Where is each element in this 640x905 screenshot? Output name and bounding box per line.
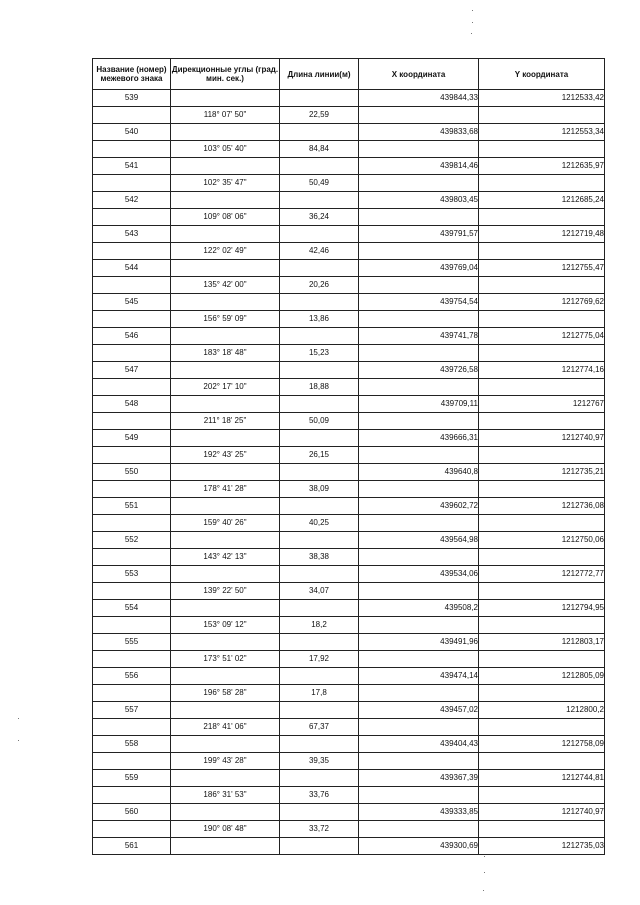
y-coordinate-cell: 1212800,2 xyxy=(479,702,605,719)
empty-cell xyxy=(479,413,605,430)
line-length-cell: 15,23 xyxy=(280,345,359,362)
scan-speck xyxy=(483,890,484,891)
table-row xyxy=(93,651,605,668)
table-row xyxy=(93,379,605,396)
y-coordinate-cell: 1212803,17 xyxy=(479,634,605,651)
y-coordinate-cell: 1212685,24 xyxy=(479,192,605,209)
empty-cell xyxy=(93,821,171,838)
table-row xyxy=(93,209,605,226)
point-name-cell: 546 xyxy=(93,328,171,345)
empty-cell xyxy=(93,175,171,192)
empty-cell xyxy=(280,226,359,243)
empty-cell xyxy=(479,481,605,498)
x-coordinate-cell: 439741,78 xyxy=(359,328,479,345)
empty-cell xyxy=(359,345,479,362)
scan-speck xyxy=(18,718,19,719)
empty-cell xyxy=(280,804,359,821)
table-row xyxy=(93,719,605,736)
y-coordinate-cell: 1212553,34 xyxy=(479,124,605,141)
direction-angle-cell: 186° 31' 53" xyxy=(171,787,280,804)
empty-cell xyxy=(280,668,359,685)
table-row xyxy=(93,532,605,549)
empty-cell xyxy=(171,668,280,685)
point-name-cell: 555 xyxy=(93,634,171,651)
empty-cell xyxy=(93,753,171,770)
y-coordinate-cell: 1212533,42 xyxy=(479,90,605,107)
table-row xyxy=(93,158,605,175)
empty-cell xyxy=(93,413,171,430)
direction-angle-cell: 192° 43' 25" xyxy=(171,447,280,464)
empty-cell xyxy=(93,141,171,158)
point-name-cell: 556 xyxy=(93,668,171,685)
empty-cell xyxy=(479,753,605,770)
line-length-cell: 38,38 xyxy=(280,549,359,566)
empty-cell xyxy=(93,209,171,226)
empty-cell xyxy=(479,107,605,124)
empty-cell xyxy=(280,158,359,175)
header-line-length: Длина линии(м) xyxy=(280,59,359,90)
empty-cell xyxy=(93,447,171,464)
direction-angle-cell: 103° 05' 40" xyxy=(171,141,280,158)
line-length-cell: 38,09 xyxy=(280,481,359,498)
empty-cell xyxy=(479,311,605,328)
table-row xyxy=(93,124,605,141)
empty-cell xyxy=(280,532,359,549)
table-row xyxy=(93,90,605,107)
table-row xyxy=(93,549,605,566)
empty-cell xyxy=(479,379,605,396)
x-coordinate-cell: 439474,14 xyxy=(359,668,479,685)
empty-cell xyxy=(479,243,605,260)
table-row xyxy=(93,141,605,158)
table-header-row xyxy=(93,59,605,90)
empty-cell xyxy=(93,481,171,498)
table-row xyxy=(93,396,605,413)
direction-angle-cell: 118° 07' 50" xyxy=(171,107,280,124)
header-point-name: Название (номер) межевого знака xyxy=(93,59,171,90)
direction-angle-cell: 202° 17' 10" xyxy=(171,379,280,396)
empty-cell xyxy=(359,481,479,498)
line-length-cell: 50,09 xyxy=(280,413,359,430)
y-coordinate-cell: 1212758,09 xyxy=(479,736,605,753)
table-row xyxy=(93,243,605,260)
direction-angle-cell: 196° 58' 28" xyxy=(171,685,280,702)
empty-cell xyxy=(171,362,280,379)
table-row xyxy=(93,260,605,277)
y-coordinate-cell: 1212736,08 xyxy=(479,498,605,515)
empty-cell xyxy=(359,685,479,702)
empty-cell xyxy=(359,549,479,566)
point-name-cell: 545 xyxy=(93,294,171,311)
point-name-cell: 554 xyxy=(93,600,171,617)
empty-cell xyxy=(359,515,479,532)
table-row xyxy=(93,668,605,685)
x-coordinate-cell: 439333,85 xyxy=(359,804,479,821)
table-row xyxy=(93,600,605,617)
y-coordinate-cell: 1212740,97 xyxy=(479,804,605,821)
line-length-cell: 18,2 xyxy=(280,617,359,634)
empty-cell xyxy=(359,107,479,124)
empty-cell xyxy=(93,617,171,634)
y-coordinate-cell: 1212805,09 xyxy=(479,668,605,685)
empty-cell xyxy=(280,396,359,413)
empty-cell xyxy=(479,719,605,736)
empty-cell xyxy=(280,736,359,753)
table-row xyxy=(93,498,605,515)
point-name-cell: 541 xyxy=(93,158,171,175)
direction-angle-cell: 190° 08' 48" xyxy=(171,821,280,838)
empty-cell xyxy=(171,260,280,277)
point-name-cell: 558 xyxy=(93,736,171,753)
x-coordinate-cell: 439791,57 xyxy=(359,226,479,243)
point-name-cell: 553 xyxy=(93,566,171,583)
point-name-cell: 548 xyxy=(93,396,171,413)
direction-angle-cell: 102° 35' 47" xyxy=(171,175,280,192)
line-length-cell: 34,07 xyxy=(280,583,359,600)
point-name-cell: 543 xyxy=(93,226,171,243)
line-length-cell: 84,84 xyxy=(280,141,359,158)
empty-cell xyxy=(479,515,605,532)
table-body xyxy=(93,90,605,855)
y-coordinate-cell: 1212775,04 xyxy=(479,328,605,345)
empty-cell xyxy=(479,549,605,566)
x-coordinate-cell: 439300,69 xyxy=(359,838,479,855)
y-coordinate-cell: 1212735,21 xyxy=(479,464,605,481)
point-name-cell: 552 xyxy=(93,532,171,549)
empty-cell xyxy=(171,498,280,515)
table-row xyxy=(93,515,605,532)
empty-cell xyxy=(93,345,171,362)
empty-cell xyxy=(479,685,605,702)
table-row xyxy=(93,345,605,362)
empty-cell xyxy=(359,651,479,668)
table-row xyxy=(93,226,605,243)
point-name-cell: 542 xyxy=(93,192,171,209)
direction-angle-cell: 122° 02' 49" xyxy=(171,243,280,260)
table-row xyxy=(93,362,605,379)
x-coordinate-cell: 439534,06 xyxy=(359,566,479,583)
empty-cell xyxy=(479,583,605,600)
direction-angle-cell: 139° 22' 50" xyxy=(171,583,280,600)
table-row xyxy=(93,107,605,124)
empty-cell xyxy=(479,787,605,804)
y-coordinate-cell: 1212794,95 xyxy=(479,600,605,617)
direction-angle-cell: 183° 18' 48" xyxy=(171,345,280,362)
y-coordinate-cell: 1212750,06 xyxy=(479,532,605,549)
empty-cell xyxy=(280,430,359,447)
empty-cell xyxy=(93,719,171,736)
table-row xyxy=(93,685,605,702)
empty-cell xyxy=(280,260,359,277)
empty-cell xyxy=(93,549,171,566)
line-length-cell: 13,86 xyxy=(280,311,359,328)
line-length-cell: 33,72 xyxy=(280,821,359,838)
table-row xyxy=(93,294,605,311)
empty-cell xyxy=(171,294,280,311)
empty-cell xyxy=(280,702,359,719)
direction-angle-cell: 135° 42' 00" xyxy=(171,277,280,294)
x-coordinate-cell: 439564,98 xyxy=(359,532,479,549)
empty-cell xyxy=(359,583,479,600)
point-name-cell: 540 xyxy=(93,124,171,141)
empty-cell xyxy=(479,447,605,464)
direction-angle-cell: 218° 41' 06" xyxy=(171,719,280,736)
table-row xyxy=(93,192,605,209)
line-length-cell: 36,24 xyxy=(280,209,359,226)
y-coordinate-cell: 1212769,62 xyxy=(479,294,605,311)
table-row xyxy=(93,583,605,600)
empty-cell xyxy=(93,685,171,702)
table-row xyxy=(93,702,605,719)
x-coordinate-cell: 439602,72 xyxy=(359,498,479,515)
y-coordinate-cell: 1212635,97 xyxy=(479,158,605,175)
table-row xyxy=(93,634,605,651)
empty-cell xyxy=(171,464,280,481)
direction-angle-cell: 178° 41' 28" xyxy=(171,481,280,498)
y-coordinate-cell: 1212735,03 xyxy=(479,838,605,855)
empty-cell xyxy=(93,583,171,600)
scan-speck xyxy=(472,22,473,23)
direction-angle-cell: 199° 43' 28" xyxy=(171,753,280,770)
empty-cell xyxy=(93,379,171,396)
empty-cell xyxy=(280,498,359,515)
empty-cell xyxy=(359,209,479,226)
empty-cell xyxy=(359,379,479,396)
empty-cell xyxy=(479,175,605,192)
empty-cell xyxy=(479,617,605,634)
empty-cell xyxy=(171,124,280,141)
x-coordinate-cell: 439726,58 xyxy=(359,362,479,379)
empty-cell xyxy=(280,328,359,345)
empty-cell xyxy=(171,838,280,855)
direction-angle-cell: 153° 09' 12" xyxy=(171,617,280,634)
x-coordinate-cell: 439754,54 xyxy=(359,294,479,311)
empty-cell xyxy=(359,413,479,430)
scan-speck xyxy=(484,856,485,857)
line-length-cell: 39,35 xyxy=(280,753,359,770)
empty-cell xyxy=(479,209,605,226)
direction-angle-cell: 173° 51' 02" xyxy=(171,651,280,668)
y-coordinate-cell: 1212740,97 xyxy=(479,430,605,447)
line-length-cell: 67,37 xyxy=(280,719,359,736)
direction-angle-cell: 159° 40' 26" xyxy=(171,515,280,532)
empty-cell xyxy=(479,821,605,838)
table-row xyxy=(93,277,605,294)
header-x-coordinate: X координата xyxy=(359,59,479,90)
x-coordinate-cell: 439709,11 xyxy=(359,396,479,413)
table-row xyxy=(93,753,605,770)
empty-cell xyxy=(479,141,605,158)
point-name-cell: 561 xyxy=(93,838,171,855)
empty-cell xyxy=(359,277,479,294)
line-length-cell: 42,46 xyxy=(280,243,359,260)
x-coordinate-cell: 439367,39 xyxy=(359,770,479,787)
empty-cell xyxy=(479,345,605,362)
table-row xyxy=(93,464,605,481)
empty-cell xyxy=(280,770,359,787)
empty-cell xyxy=(171,430,280,447)
empty-cell xyxy=(479,651,605,668)
x-coordinate-cell: 439404,43 xyxy=(359,736,479,753)
line-length-cell: 17,8 xyxy=(280,685,359,702)
empty-cell xyxy=(171,634,280,651)
table-row xyxy=(93,311,605,328)
y-coordinate-cell: 1212719,48 xyxy=(479,226,605,243)
point-name-cell: 559 xyxy=(93,770,171,787)
empty-cell xyxy=(171,566,280,583)
empty-cell xyxy=(479,277,605,294)
scan-speck xyxy=(484,872,485,873)
header-direction-angle: Дирекционные углы (град. мин. сек.) xyxy=(171,59,280,90)
empty-cell xyxy=(280,838,359,855)
line-length-cell: 40,25 xyxy=(280,515,359,532)
empty-cell xyxy=(171,600,280,617)
x-coordinate-cell: 439666,31 xyxy=(359,430,479,447)
scan-speck xyxy=(18,740,19,741)
empty-cell xyxy=(280,634,359,651)
point-name-cell: 550 xyxy=(93,464,171,481)
x-coordinate-cell: 439508,2 xyxy=(359,600,479,617)
empty-cell xyxy=(93,651,171,668)
empty-cell xyxy=(359,243,479,260)
empty-cell xyxy=(280,192,359,209)
y-coordinate-cell: 1212744,81 xyxy=(479,770,605,787)
empty-cell xyxy=(171,328,280,345)
x-coordinate-cell: 439640,8 xyxy=(359,464,479,481)
empty-cell xyxy=(93,515,171,532)
line-length-cell: 22,59 xyxy=(280,107,359,124)
header-y-coordinate: Y координата xyxy=(479,59,605,90)
empty-cell xyxy=(171,804,280,821)
empty-cell xyxy=(359,787,479,804)
x-coordinate-cell: 439844,33 xyxy=(359,90,479,107)
x-coordinate-cell: 439457,02 xyxy=(359,702,479,719)
empty-cell xyxy=(171,90,280,107)
empty-cell xyxy=(280,566,359,583)
line-length-cell: 18,88 xyxy=(280,379,359,396)
y-coordinate-cell: 1212772,77 xyxy=(479,566,605,583)
empty-cell xyxy=(93,311,171,328)
scan-speck xyxy=(472,10,473,11)
empty-cell xyxy=(171,702,280,719)
empty-cell xyxy=(171,770,280,787)
table-row xyxy=(93,328,605,345)
empty-cell xyxy=(280,90,359,107)
table-row xyxy=(93,413,605,430)
y-coordinate-cell: 1212774,16 xyxy=(479,362,605,379)
line-length-cell: 50,49 xyxy=(280,175,359,192)
empty-cell xyxy=(171,158,280,175)
empty-cell xyxy=(280,362,359,379)
empty-cell xyxy=(359,753,479,770)
direction-angle-cell: 156° 59' 09" xyxy=(171,311,280,328)
table-row xyxy=(93,821,605,838)
line-length-cell: 17,92 xyxy=(280,651,359,668)
empty-cell xyxy=(171,226,280,243)
empty-cell xyxy=(93,243,171,260)
empty-cell xyxy=(93,787,171,804)
y-coordinate-cell: 1212755,47 xyxy=(479,260,605,277)
empty-cell xyxy=(359,719,479,736)
table-row xyxy=(93,447,605,464)
x-coordinate-cell: 439769,04 xyxy=(359,260,479,277)
empty-cell xyxy=(359,311,479,328)
table-row xyxy=(93,804,605,821)
x-coordinate-cell: 439833,68 xyxy=(359,124,479,141)
empty-cell xyxy=(171,192,280,209)
x-coordinate-cell: 439814,46 xyxy=(359,158,479,175)
empty-cell xyxy=(280,294,359,311)
table-row xyxy=(93,175,605,192)
point-name-cell: 560 xyxy=(93,804,171,821)
empty-cell xyxy=(359,141,479,158)
scan-speck xyxy=(471,33,472,34)
table-row xyxy=(93,430,605,447)
direction-angle-cell: 109° 08' 06" xyxy=(171,209,280,226)
point-name-cell: 551 xyxy=(93,498,171,515)
empty-cell xyxy=(93,277,171,294)
point-name-cell: 544 xyxy=(93,260,171,277)
table-row xyxy=(93,481,605,498)
empty-cell xyxy=(171,396,280,413)
x-coordinate-cell: 439491,96 xyxy=(359,634,479,651)
line-length-cell: 26,15 xyxy=(280,447,359,464)
empty-cell xyxy=(171,532,280,549)
line-length-cell: 20,26 xyxy=(280,277,359,294)
table-row xyxy=(93,736,605,753)
y-coordinate-cell: 1212767 xyxy=(479,396,605,413)
point-name-cell: 557 xyxy=(93,702,171,719)
direction-angle-cell: 211° 18' 25" xyxy=(171,413,280,430)
coordinates-table xyxy=(92,58,605,855)
table-row xyxy=(93,770,605,787)
line-length-cell: 33,76 xyxy=(280,787,359,804)
table-row xyxy=(93,566,605,583)
point-name-cell: 547 xyxy=(93,362,171,379)
empty-cell xyxy=(359,447,479,464)
empty-cell xyxy=(280,600,359,617)
empty-cell xyxy=(93,107,171,124)
empty-cell xyxy=(280,464,359,481)
empty-cell xyxy=(359,175,479,192)
point-name-cell: 539 xyxy=(93,90,171,107)
point-name-cell: 549 xyxy=(93,430,171,447)
table-row xyxy=(93,617,605,634)
empty-cell xyxy=(171,736,280,753)
empty-cell xyxy=(359,617,479,634)
direction-angle-cell: 143° 42' 13" xyxy=(171,549,280,566)
x-coordinate-cell: 439803,45 xyxy=(359,192,479,209)
table-row xyxy=(93,838,605,855)
empty-cell xyxy=(359,821,479,838)
table-row xyxy=(93,787,605,804)
empty-cell xyxy=(280,124,359,141)
